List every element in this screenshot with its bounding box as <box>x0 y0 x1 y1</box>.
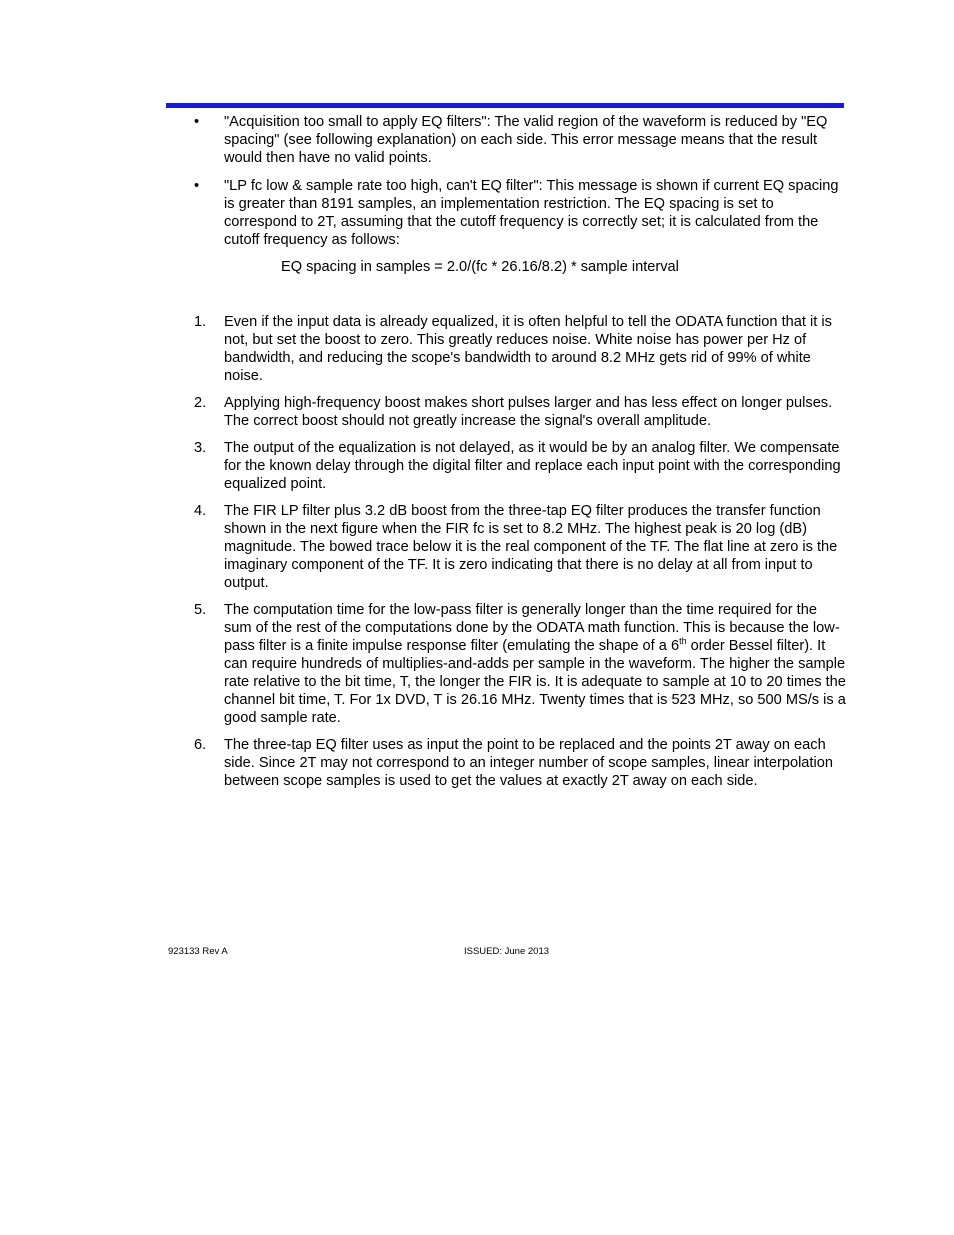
bullet-text: "LP fc low & sample rate too high, can't EQ filter": This message is shown if current EQ spacing is greater than 8191 samples, an implementation restriction. The EQ spacing is set to correspond to 2T, assuming that the cutoff frequency is correctly set; it is calculated from the cutoff frequency as follows: <box>224 178 839 248</box>
list-item <box>194 601 846 727</box>
item-text: Applying high-frequency boost makes short pulses larger and has less effect on longer pulses. The correct boost should not greatly increase the signal's overall amplitude. <box>224 395 833 429</box>
bullet-item <box>194 113 846 167</box>
item-number: 4. <box>194 503 207 519</box>
footer-doc-number: 923133 Rev A <box>168 946 228 957</box>
bullet-marker: • <box>194 178 200 194</box>
item-text: Even if the input data is already equalized, it is often helpful to tell the ODATA function that it is not, but set the boost to zero. This greatly reduces noise. White noise has power per Hz of bandwidth, and reducing the scope's bandwidth to around 8.2 MHz gets rid of 99% of white noise. <box>224 314 832 384</box>
bullet-item <box>194 177 846 249</box>
footer-issued-date: ISSUED: June 2013 <box>464 946 550 957</box>
numbered-list <box>194 313 846 799</box>
item-number: 1. <box>194 314 207 330</box>
item-number: 3. <box>194 440 207 456</box>
list-item <box>194 313 846 385</box>
item-number: 5. <box>194 602 207 618</box>
item-text: The three-tap EQ filter uses as input the point to be replaced and the points 2T away on each side. Since 2T may not correspond to an integer number of scope samples, linear interpolation between scope samples is used to get the values at exactly 2T away on each side. <box>224 737 833 789</box>
item-number: 2. <box>194 395 207 411</box>
item-text: The FIR LP filter plus 3.2 dB boost from the three-tap EQ filter produces the transfer function shown in the next figure when the FIR fc is set to 8.2 MHz. The highest peak is 20 log (dB) magnitude. The bowed trace below it is the real component of the TF. The flat line at zero is the imaginary component of the TF. It is zero indicating that there is no delay at all from input to output. <box>224 503 838 591</box>
item-text <box>224 602 846 726</box>
item-number: 6. <box>194 737 207 753</box>
item-text-part: The computation time for the low-pass filter is generally longer than the time required for the sum of the rest of the computations done by the ODATA math function. This is because the low-pass filter is a finite impulse response filter (emulating the shape of a 6 <box>224 602 840 654</box>
list-item <box>194 736 846 790</box>
eq-spacing-formula: EQ spacing in samples = 2.0/(fc * 26.16/8.2) * sample interval <box>281 259 679 275</box>
superscript-th: th <box>679 636 687 646</box>
list-item <box>194 394 846 430</box>
header-rule <box>166 103 844 108</box>
bullet-marker: • <box>194 114 200 130</box>
item-text-part: order Bessel filter). It can require hundreds of multiplies-and-adds per sample in the waveform. The higher the sample rate relative to the bit time, T, the longer the FIR is. It is adequate to sample at 10 to 20 times the channel bit time, T. For 1x DVD, T is 26.16 MHz. Twenty times that is 523 MHz, so 500 MS/s is a good sample rate. <box>224 638 846 726</box>
list-item <box>194 502 846 592</box>
bullet-text: "Acquisition too small to apply EQ filters": The valid region of the waveform is reduced by "EQ spacing" (see following explanation) on each side. This error message means that the result would then have no valid points. <box>224 114 828 166</box>
list-item <box>194 439 846 493</box>
bullet-list <box>194 113 846 259</box>
item-text: The output of the equalization is not delayed, as it would be by an analog filter. We compensate for the known delay through the digital filter and replace each input point with the corresponding equalized point. <box>224 440 841 492</box>
